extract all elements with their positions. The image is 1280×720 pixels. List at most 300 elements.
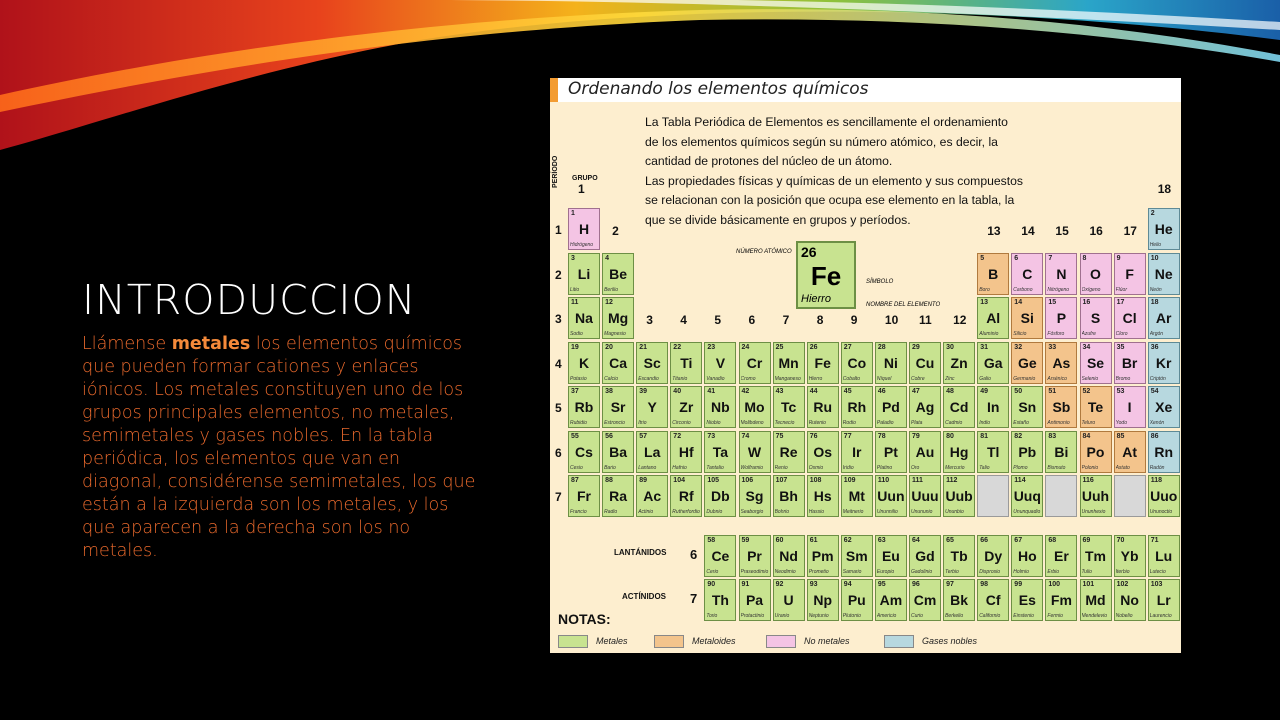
atomic-number: 87 (571, 477, 579, 484)
group-number: 17 (1123, 224, 1137, 238)
element-symbol: Sn (1018, 399, 1037, 415)
element-name: Mercurio (945, 464, 965, 471)
period-number: 1 (555, 223, 562, 237)
element-name: Bohrio (774, 509, 790, 515)
element-name: Osmio (808, 464, 824, 471)
element-cell (1045, 579, 1077, 621)
atomic-number: 111 (912, 477, 923, 484)
element-name: Paladio (876, 420, 894, 426)
element-name: Magnesio (604, 331, 626, 337)
element-symbol: B (988, 265, 999, 282)
atomic-number: 48 (946, 388, 954, 395)
intro-line: Las propiedades físicas y químicas de un elemento y sus compuestos (645, 173, 1024, 188)
element-name: Plata (911, 420, 923, 426)
element-cell (1148, 297, 1180, 339)
element-cell (1148, 431, 1180, 473)
atomic-number: 91 (741, 581, 750, 588)
element-symbol: Ni (883, 354, 898, 371)
element-name: Galio (979, 375, 991, 382)
atomic-number: 50 (1014, 388, 1023, 395)
element-cell (841, 342, 873, 384)
element-symbol: Tl (986, 443, 1000, 460)
element-cell (807, 475, 839, 517)
element-symbol: Ra (609, 488, 628, 504)
element-name: Disprosio (979, 569, 1001, 575)
element-name: Wolframio (740, 464, 764, 471)
lanthanides-period: 6 (690, 547, 698, 562)
element-symbol: Cd (949, 399, 969, 415)
element-cell (875, 535, 907, 577)
element-symbol: C (1022, 265, 1033, 282)
element-cell (807, 342, 839, 384)
element-symbol: Uun (877, 488, 905, 504)
atomic-number: 49 (980, 388, 988, 395)
element-cell (1148, 475, 1180, 517)
element-symbol: Ar (1155, 310, 1172, 326)
atomic-number: 4 (605, 254, 609, 262)
atomic-number: 100 (1048, 581, 1061, 588)
element-cell (773, 579, 805, 621)
atomic-number: 85 (1116, 432, 1125, 440)
atomic-number: 54 (1150, 388, 1159, 395)
atomic-number: 101 (1082, 581, 1095, 588)
element-name: Rutenio (808, 420, 826, 426)
element-symbol: As (1052, 354, 1071, 371)
element-name: Seaborgio (740, 509, 764, 515)
element-name: Bario (604, 464, 616, 471)
element-symbol: Yb (1120, 548, 1139, 564)
atomic-number: 16 (1082, 299, 1091, 306)
atomic-number: 41 (707, 388, 716, 395)
element-name: Flúor (1115, 286, 1127, 293)
element-name: Rutherfordio (672, 509, 700, 515)
element-cell (773, 386, 805, 428)
atomic-number: 64 (912, 537, 920, 544)
atomic-number: 80 (946, 432, 954, 440)
element-cell (943, 475, 975, 517)
atomic-number: 89 (639, 477, 647, 484)
element-name: Radio (604, 509, 618, 515)
example-number: 26 (801, 244, 817, 260)
legend-swatch (558, 635, 588, 648)
atomic-number: 79 (912, 432, 920, 440)
element-symbol: Bk (950, 592, 969, 608)
element-name: Americio (876, 613, 897, 619)
element-cell (704, 475, 736, 517)
notes-label: NOTAS: (558, 611, 611, 627)
atomic-number: 112 (946, 477, 958, 484)
element-name: Platino (876, 464, 893, 471)
group-number: 13 (987, 224, 1001, 238)
atomic-number: 98 (980, 581, 988, 588)
element-symbol: Nb (711, 399, 730, 415)
element-name: Prometio (808, 569, 829, 575)
atomic-number: 31 (980, 343, 988, 351)
element-symbol: Re (779, 443, 798, 460)
element-cell (636, 431, 668, 473)
atomic-number: 7 (1048, 254, 1053, 262)
element-name: Molibdeno (740, 420, 764, 426)
element-cell (977, 535, 1009, 577)
element-symbol: Pu (847, 592, 866, 608)
picture-intro-text (645, 113, 1045, 231)
periodo-label: PERÍODO (552, 155, 559, 188)
element-cell (670, 431, 702, 473)
atomic-number: 46 (877, 388, 886, 395)
element-name: Arsénico (1047, 375, 1067, 382)
element-cell (1011, 297, 1043, 339)
element-cell (1011, 579, 1043, 621)
element-cell (977, 342, 1009, 384)
element-cell (909, 386, 941, 428)
element-name: Titanio (672, 375, 688, 382)
element-name: Hassio (808, 509, 824, 515)
element-cell (977, 431, 1009, 473)
atomic-number: 81 (980, 432, 988, 440)
atomic-number: 107 (775, 477, 788, 484)
element-name: Antimonio (1047, 420, 1070, 426)
element-cell (807, 431, 839, 473)
element-symbol: Pt (883, 443, 898, 460)
atomic-number: 29 (912, 343, 920, 351)
element-symbol: Tc (780, 399, 797, 415)
element-cell (602, 386, 634, 428)
element-name: Rodio (842, 420, 856, 426)
legend-swatch (766, 635, 796, 648)
element-name: Níquel (876, 375, 892, 382)
atomic-number: 23 (707, 343, 716, 351)
element-symbol: Db (711, 488, 730, 504)
element-name: Neón (1149, 286, 1162, 293)
period-number: 3 (555, 312, 562, 326)
element-name: Berilio (604, 286, 618, 293)
element-symbol: Cf (985, 592, 1001, 608)
period-number: 6 (555, 445, 562, 460)
element-symbol: Rn (1154, 443, 1174, 460)
element-name: Holmio (1013, 569, 1029, 575)
element-name: Indio (979, 420, 991, 426)
element-cell (704, 535, 736, 577)
element-name: Meitnerio (842, 509, 864, 515)
element-name: Cloro (1115, 331, 1128, 337)
atomic-number: 63 (877, 537, 886, 544)
element-name: Praseodimio (740, 569, 769, 575)
element-symbol: Te (1087, 399, 1104, 415)
group-number: 2 (612, 224, 619, 238)
atomic-number: 8 (1082, 254, 1087, 262)
element-cell (704, 342, 736, 384)
element-name: Germanio (1013, 375, 1036, 382)
slide-title: INTRODUCCION (82, 276, 417, 324)
element-symbol: Cu (915, 354, 935, 371)
intro-line: cantidad de protones del núcleo de un átomo. (645, 154, 893, 169)
element-name: Bismuto (1047, 464, 1066, 471)
element-symbol: In (986, 399, 1000, 415)
element-symbol: Fm (1050, 592, 1072, 608)
atomic-number: 40 (673, 388, 682, 395)
element-cell (739, 579, 771, 621)
atomic-number: 25 (775, 343, 784, 351)
atomic-number: 42 (741, 388, 750, 395)
element-name: Helio (1149, 242, 1162, 248)
element-symbol: Sm (845, 548, 868, 564)
element-cell (1148, 342, 1180, 384)
atomic-number: 61 (809, 537, 818, 544)
element-name: Fermio (1047, 613, 1063, 619)
element-symbol: Es (1018, 592, 1036, 608)
element-symbol: P (1056, 310, 1067, 326)
element-symbol: Pb (1018, 443, 1037, 460)
element-cell (841, 386, 873, 428)
element-cell (875, 386, 907, 428)
element-symbol: No (1120, 592, 1139, 608)
element-name: Iterbio (1115, 569, 1130, 575)
atomic-number: 34 (1082, 343, 1091, 351)
group-number: 10 (884, 313, 899, 327)
atomic-number: 97 (946, 581, 954, 588)
atomic-number: 96 (912, 581, 920, 588)
period-number: 2 (555, 267, 562, 282)
element-name: Litio (570, 286, 580, 293)
atomic-number: 26 (809, 343, 818, 351)
element-cell-empty (977, 475, 1009, 517)
element-symbol: Ga (983, 354, 1003, 371)
element-symbol: U (783, 592, 794, 608)
atomic-number: 92 (775, 581, 784, 588)
element-cell (1080, 579, 1112, 621)
element-name: Samario (842, 569, 862, 575)
atomic-number: 22 (673, 343, 682, 351)
element-name: Cesio (570, 464, 583, 471)
element-symbol: Au (915, 443, 935, 460)
element-name: Fósforo (1047, 331, 1065, 337)
label-nombre-elemento: NOMBRE DEL ELEMENTO (866, 302, 941, 308)
element-name: Zinc (945, 375, 955, 382)
element-symbol: Th (711, 592, 729, 608)
element-name: Plomo (1013, 464, 1028, 471)
atomic-number: 66 (980, 537, 988, 544)
element-cell (943, 535, 975, 577)
element-cell (704, 579, 736, 621)
element-cell (773, 342, 805, 384)
intro-line: que se divide básicamente en grupos y períodos. (645, 212, 911, 227)
element-cell (875, 475, 907, 517)
element-name: Iridio (842, 464, 854, 471)
element-cell (875, 431, 907, 473)
element-name: Terbio (945, 569, 959, 575)
atomic-number: 1 (571, 210, 575, 217)
atomic-number: 14 (1014, 299, 1023, 306)
atomic-number: 110 (877, 477, 890, 484)
group-number: 7 (782, 313, 790, 327)
element-cell-empty (1045, 475, 1077, 517)
element-name: Escandio (638, 375, 659, 382)
element-symbol: Ce (711, 548, 730, 564)
element-cell (1148, 253, 1180, 295)
element-name: Argón (1149, 331, 1164, 337)
element-symbol: Rb (574, 399, 594, 415)
atomic-number: 20 (605, 343, 613, 351)
body-prefix: Llámense (82, 334, 172, 354)
element-name: Francio (570, 509, 587, 515)
element-symbol: Bh (779, 488, 798, 504)
element-symbol: Uub (945, 488, 973, 504)
atomic-number: 60 (775, 537, 784, 544)
atomic-number: 18 (1150, 299, 1159, 306)
element-name: Teluro (1081, 420, 1096, 426)
element-symbol: Y (647, 399, 657, 415)
element-cell (875, 342, 907, 384)
element-symbol: Se (1086, 354, 1105, 371)
element-name: Rubidio (570, 420, 587, 426)
atomic-number: 68 (1048, 537, 1057, 544)
element-cell (1148, 386, 1180, 428)
element-symbol: Ta (712, 443, 729, 460)
atomic-number: 116 (1082, 477, 1094, 484)
element-symbol: Br (1121, 354, 1138, 371)
atomic-number: 93 (809, 581, 818, 588)
element-name: Unununio (911, 509, 933, 515)
element-cell (1148, 579, 1180, 621)
intro-line: de los elementos químicos según su número atómico, es decir, la (645, 134, 998, 149)
element-name: Ununhexio (1081, 509, 1106, 515)
element-symbol: Uuq (1013, 488, 1041, 504)
element-name: Selenio (1081, 375, 1099, 382)
atomic-number: 35 (1116, 343, 1125, 351)
element-name: Oro (911, 464, 920, 471)
atomic-number: 24 (741, 343, 750, 351)
element-name: Aluminio (979, 331, 999, 337)
element-cell (1011, 253, 1043, 295)
element-name: Cerio (706, 569, 719, 575)
element-name: Ununoctio (1149, 509, 1173, 515)
element-symbol: Pd (881, 399, 900, 415)
element-symbol: Lu (1155, 548, 1173, 564)
atomic-number: 15 (1048, 299, 1057, 306)
atomic-number: 103 (1150, 581, 1163, 588)
element-name: Einstenio (1013, 613, 1034, 619)
atomic-number: 108 (809, 477, 822, 484)
element-name: Oxígeno (1081, 286, 1101, 293)
atomic-number: 56 (605, 432, 613, 440)
element-name: Yodo (1115, 420, 1127, 426)
atomic-number: 67 (1014, 537, 1023, 544)
element-cell (568, 342, 600, 384)
legend-swatch (654, 635, 684, 648)
element-symbol: Po (1086, 443, 1105, 460)
element-name: Neptunio (808, 613, 829, 619)
atomic-number: 55 (571, 432, 579, 440)
atomic-number: 114 (1014, 477, 1026, 484)
period-number: 4 (555, 356, 562, 371)
element-name: Protactinio (740, 613, 765, 619)
atomic-number: 106 (741, 477, 754, 484)
element-name: Laurencio (1149, 613, 1172, 619)
element-cell (1011, 535, 1043, 577)
atomic-number: 52 (1082, 388, 1091, 395)
element-symbol: Uuo (1150, 488, 1178, 504)
element-cell-empty (1114, 475, 1146, 517)
element-symbol: Sg (745, 488, 764, 504)
atomic-number: 38 (605, 388, 613, 395)
atomic-number: 51 (1048, 388, 1057, 395)
atomic-number: 69 (1082, 537, 1091, 544)
element-name: Silicio (1013, 331, 1027, 337)
element-name: Sodio (570, 331, 583, 337)
atomic-number: 70 (1116, 537, 1125, 544)
legend-label: Gases nobles (922, 636, 978, 646)
element-symbol: Tm (1085, 548, 1106, 564)
legend-label: Metaloides (692, 636, 736, 646)
element-cell (807, 579, 839, 621)
group-number: 12 (953, 313, 967, 327)
element-cell (1011, 431, 1043, 473)
element-cell (1114, 253, 1146, 295)
element-cell (1045, 431, 1077, 473)
element-cell (841, 475, 873, 517)
element-symbol: Mg (607, 310, 629, 326)
element-name: Itrio (638, 420, 647, 426)
example-element-card (796, 241, 856, 309)
element-symbol: Li (577, 265, 591, 282)
group-number: 4 (680, 313, 687, 327)
label-numero-atomico: NÚMERO ATÓMICO (736, 249, 792, 255)
element-symbol: Pm (811, 548, 834, 564)
element-name: Curio (911, 613, 923, 619)
atomic-number: 12 (605, 299, 613, 306)
element-cell (1045, 342, 1077, 384)
element-symbol: Mo (744, 399, 765, 415)
period-number: 7 (555, 490, 562, 504)
atomic-number: 82 (1014, 432, 1023, 440)
element-cell (977, 386, 1009, 428)
atomic-number: 37 (571, 388, 579, 395)
group-number: 11 (919, 313, 932, 327)
element-symbol: W (747, 443, 762, 460)
element-symbol: Rf (678, 488, 694, 504)
atomic-number: 32 (1014, 343, 1023, 351)
element-cell (1080, 342, 1112, 384)
atomic-number: 43 (775, 388, 784, 395)
element-symbol: He (1154, 221, 1173, 237)
atomic-number: 104 (673, 477, 685, 484)
element-name: Berkelio (945, 613, 964, 619)
atomic-number: 74 (741, 432, 750, 440)
intro-line: La Tabla Periódica de Elementos es sencillamente el ordenamiento (645, 115, 1008, 129)
element-cell (841, 579, 873, 621)
atomic-number: 39 (639, 388, 647, 395)
element-symbol: At (1122, 443, 1137, 460)
element-name: Plutonio (842, 613, 861, 619)
element-name: Mendelevio (1081, 613, 1108, 619)
element-cell (1080, 475, 1112, 517)
element-symbol: Ne (1154, 265, 1173, 282)
atomic-number: 30 (946, 343, 954, 351)
atomic-number: 77 (843, 432, 852, 440)
element-symbol: Ru (813, 399, 833, 415)
element-symbol: Dy (984, 548, 1003, 564)
element-symbol: Uuu (911, 488, 939, 504)
element-cell (977, 579, 1009, 621)
element-name: Carbono (1013, 286, 1033, 293)
element-cell (909, 431, 941, 473)
element-symbol: F (1125, 265, 1134, 282)
element-cell (602, 475, 634, 517)
element-symbol: Be (609, 265, 628, 282)
element-cell (636, 386, 668, 428)
element-name: Vanadio (706, 375, 725, 382)
element-name: Lantano (638, 464, 657, 471)
